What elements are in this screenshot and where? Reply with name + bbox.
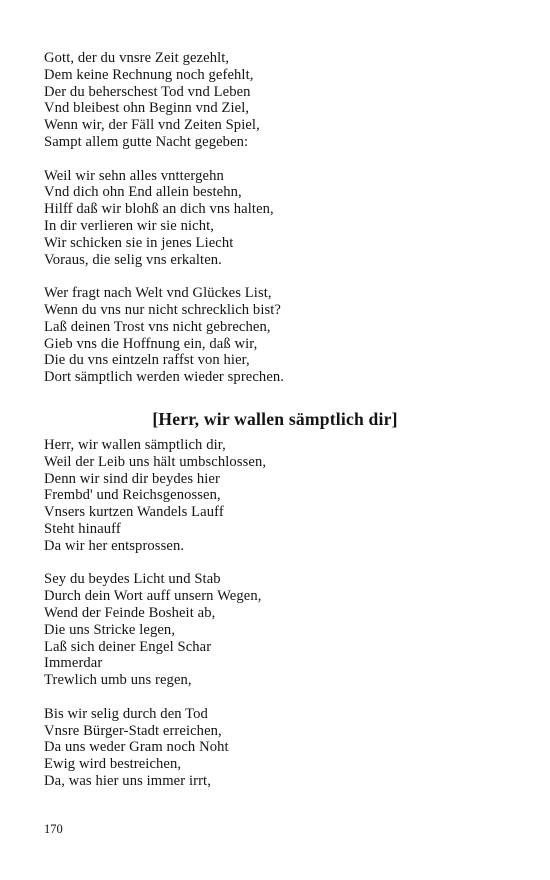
verse-line: Steht hinauff [44,520,121,537]
stanza-gap [44,555,514,572]
verse-line: Herr, wir wallen sämptlich dir, [44,437,226,453]
verse-line: Dem keine Rechnung noch gefehlt, [44,66,254,83]
verse-line: Vnd dich ohn End allein bestehn, [44,184,242,201]
verse-line: Sey du beydes Licht und Stab [44,571,221,588]
verse-line: Da uns weder Gram noch Noht [44,739,229,756]
verse-line: Dort sämptlich werden wieder sprechen. [44,369,285,386]
verse-line: Gott, der du vnsre Zeit gezehlt, [44,50,230,66]
poem-title: [Herr, wir wallen sämptlich dir] [152,409,398,429]
page-number: 170 [44,822,63,836]
stanza [44,571,514,689]
verse-line: Trewlich umb uns regen, [44,672,192,689]
stanza-gap [44,689,514,706]
verse-line: Laß sich deiner Engel Schar [44,638,212,655]
verse-line: Denn wir sind dir beydes hier [44,470,220,487]
verse-line: Vnd bleibest ohn Beginn vnd Ziel, [44,100,250,117]
verse-line: Voraus, die selig vns erkalten. [44,251,222,268]
verse-line: Wer fragt nach Welt vnd Glückes List, [44,285,272,302]
verse-line: Immerdar [44,655,103,672]
verse-line: Vnsers kurtzen Wandels Lauff [44,504,224,521]
verse-line: Gieb vns die Hoffnung ein, daß wir, [44,335,258,352]
verse-line: Sampt allem gutte Nacht gegeben: [44,133,249,150]
verse-line: Da, was hier uns immer irrt, [44,772,211,789]
verse-line: Wir schicken sie in jenes Liecht [44,234,234,251]
verse-line: Wenn du vns nur nicht schrecklich bist? [44,301,281,318]
verse-line: Weil der Leib uns hält umbschlossen, [44,453,267,470]
verse-line: Wend der Feinde Bosheit ab, [44,604,216,621]
verse-line: Die uns Stricke legen, [44,621,176,638]
stanza [44,437,514,555]
verse-line: Die du vns eintzeln raffst von hier, [44,352,250,369]
verse-line: Laß deinen Trost vns nicht gebrechen, [44,318,271,335]
stanza [44,168,514,269]
verse-line: Durch dein Wort auff unsern Wegen, [44,588,262,605]
verse-line: Bis wir selig durch den Tod [44,705,208,722]
verse-line: Der du beherschest Tod vnd Leben [44,83,251,100]
verse-line: Vnsre Bürger-Stadt erreichen, [44,722,222,739]
verse-line: Weil wir sehn alles vnttergehn [44,167,224,184]
poem-body [44,437,514,790]
poem-continuation [44,50,514,386]
stanza-gap [44,151,514,168]
stanza [44,706,514,790]
verse-line: In dir verlieren wir sie nicht, [44,217,215,234]
verse-line: Frembd' und Reichsgenossen, [44,487,221,504]
stanza [44,50,514,151]
stanza-gap [44,268,514,285]
stanza [44,285,514,386]
verse-line: Hilff daß wir blohß an dich vns halten, [44,201,274,218]
verse-line: Wenn wir, der Fäll vnd Zeiten Spiel, [44,117,260,134]
verse-line: Ewig wird bestreichen, [44,756,182,773]
verse-line: Da wir her entsprossen. [44,537,185,554]
